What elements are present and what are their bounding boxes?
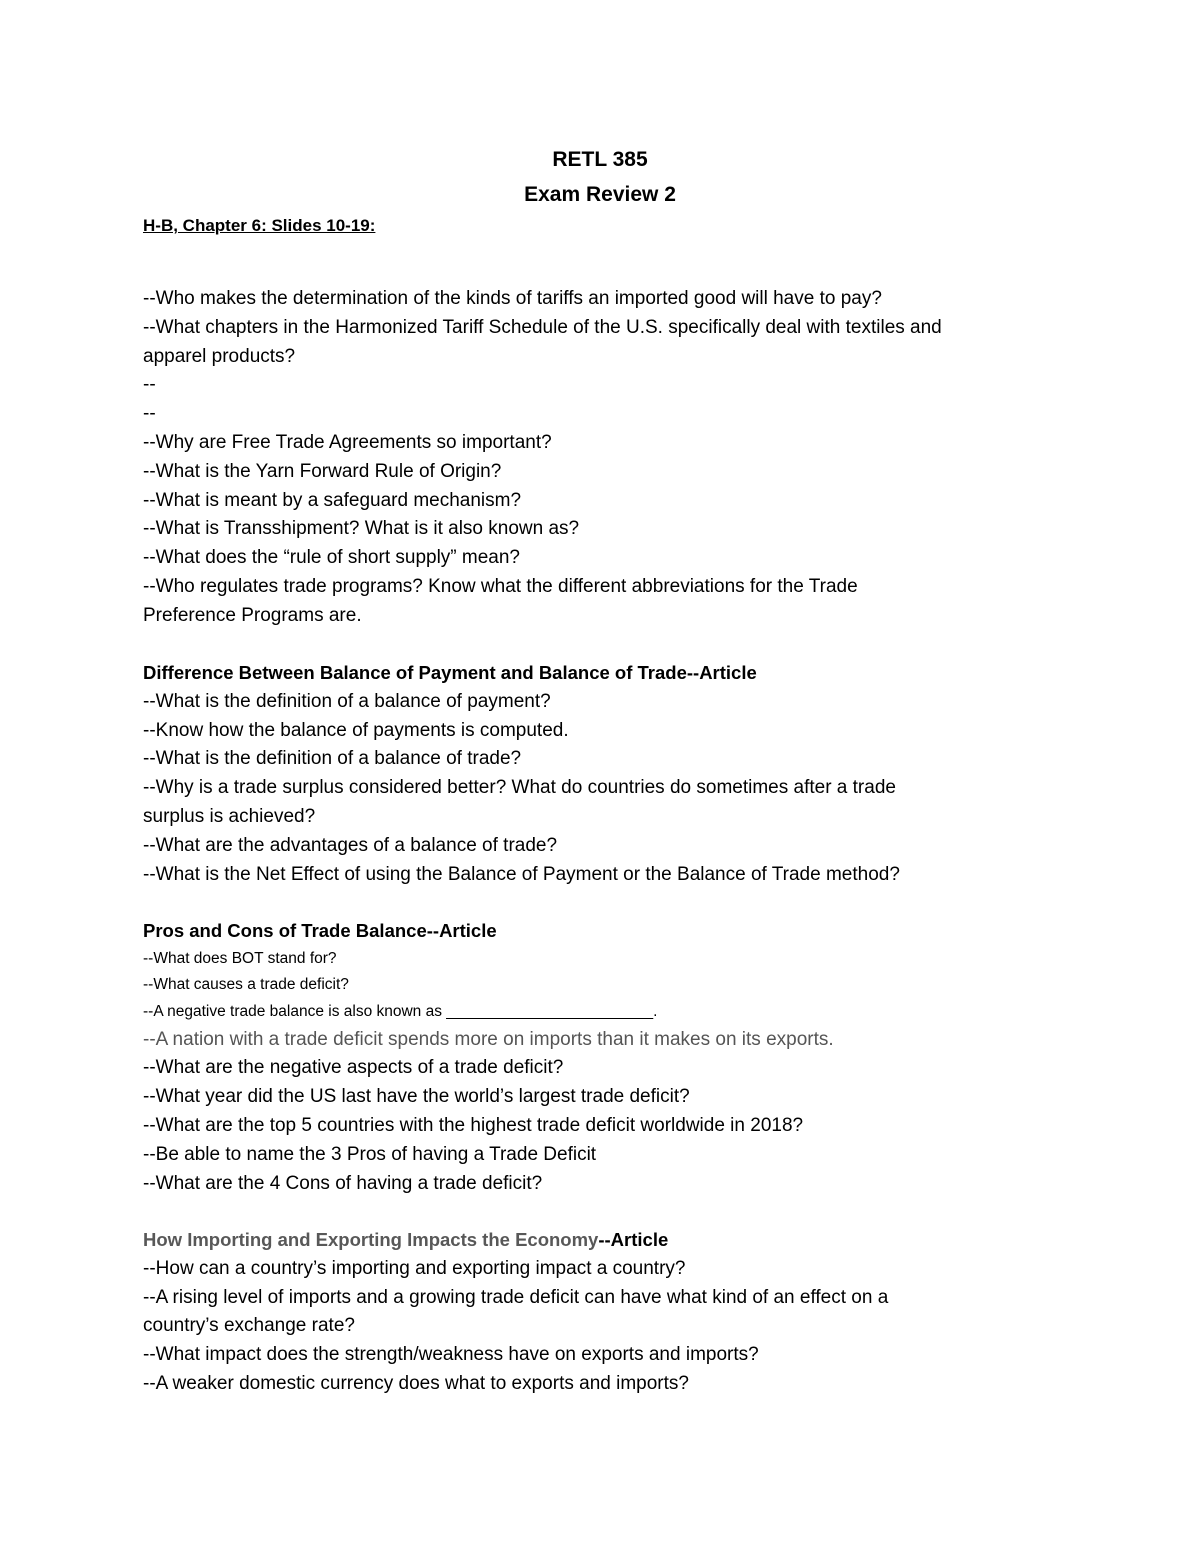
question-line: --A weaker domestic currency does what to exports and imports? [143,1372,689,1394]
question-line: apparel products? [143,345,296,367]
question-line: --What are the 4 Cons of having a trade deficit? [143,1172,543,1194]
document-subtitle: Exam Review 2 [524,183,676,206]
question-line: --What are the top 5 countries with the highest trade deficit worldwide in 2018? [143,1114,804,1136]
section-heading-hb-chapter: H-B, Chapter 6: Slides 10-19: [143,216,376,235]
section-hb-questions [143,285,1063,631]
question-line: --What impact does the strength/weakness have on exports and imports? [143,1344,759,1366]
section-importing-exporting [143,1226,1063,1399]
question-line: --Who makes the determination of the kinds of tariffs an imported good will have to pay? [143,288,882,309]
question-line: Preference Programs are. [143,604,362,626]
question-line: -- [143,374,156,396]
question-line: --What year did the US last have the world’s largest trade deficit? [143,1086,690,1108]
question-line: country’s exchange rate? [143,1315,355,1337]
fill-in-blank-line: --A negative trade balance is also known as ________________________. [143,1002,658,1020]
question-line: --Why are Free Trade Agreements so important? [143,431,552,453]
document-title: RETL 385 [552,148,648,171]
section-heading-balance: Difference Between Balance of Payment and Balance of Trade--Article [143,662,757,683]
question-line: --What are the advantages of a balance of trade? [143,834,558,856]
question-line: --What are the negative aspects of a trade deficit? [143,1057,564,1079]
question-line: --What is meant by a safeguard mechanism? [143,489,522,511]
question-line: --What is Transshipment? What is it also known as? [143,518,580,540]
question-line: --Be able to name the 3 Pros of having a Trade Deficit [143,1143,597,1165]
question-line: --What causes a trade deficit? [143,976,349,994]
question-line: --Why is a trade surplus considered better? What do countries do sometimes after a trade [143,777,896,799]
question-line: --What is the definition of a balance of trade? [143,748,522,770]
question-line: --Who regulates trade programs? Know what the different abbreviations for the Trade [143,575,858,597]
question-line: --How can a country’s importing and exporting impact a country? [143,1257,686,1279]
question-line: --What is the Net Effect of using the Balance of Payment or the Balance of Trade method? [143,863,900,885]
section-pros-cons [143,917,1063,1198]
heading-article-part: --Article [598,1229,669,1250]
question-line: --What is the Yarn Forward Rule of Origin? [143,460,502,482]
section-heading-pros-cons: Pros and Cons of Trade Balance--Article [143,920,497,941]
question-line: -- [143,403,156,425]
heading-title-part: How Importing and Exporting Impacts the Economy [143,1229,599,1250]
question-line: --A rising level of imports and a growing trade deficit can have what kind of an effect on a [143,1286,889,1308]
question-line: --Know how the balance of payments is computed. [143,719,569,741]
question-line: --What chapters in the Harmonized Tariff Schedule of the U.S. specifically deal with textiles and [143,316,942,338]
section-heading-importing [143,1226,1063,1255]
question-line: --What does BOT stand for? [143,949,337,967]
question-line: surplus is achieved? [143,805,316,827]
question-line: --What is the definition of a balance of payment? [143,690,551,712]
question-line: --What does the “rule of short supply” mean? [143,547,521,569]
section-balance-of-payment [143,659,1063,889]
answer-line: --A nation with a trade deficit spends more on imports than it makes on its exports. [143,1028,834,1050]
